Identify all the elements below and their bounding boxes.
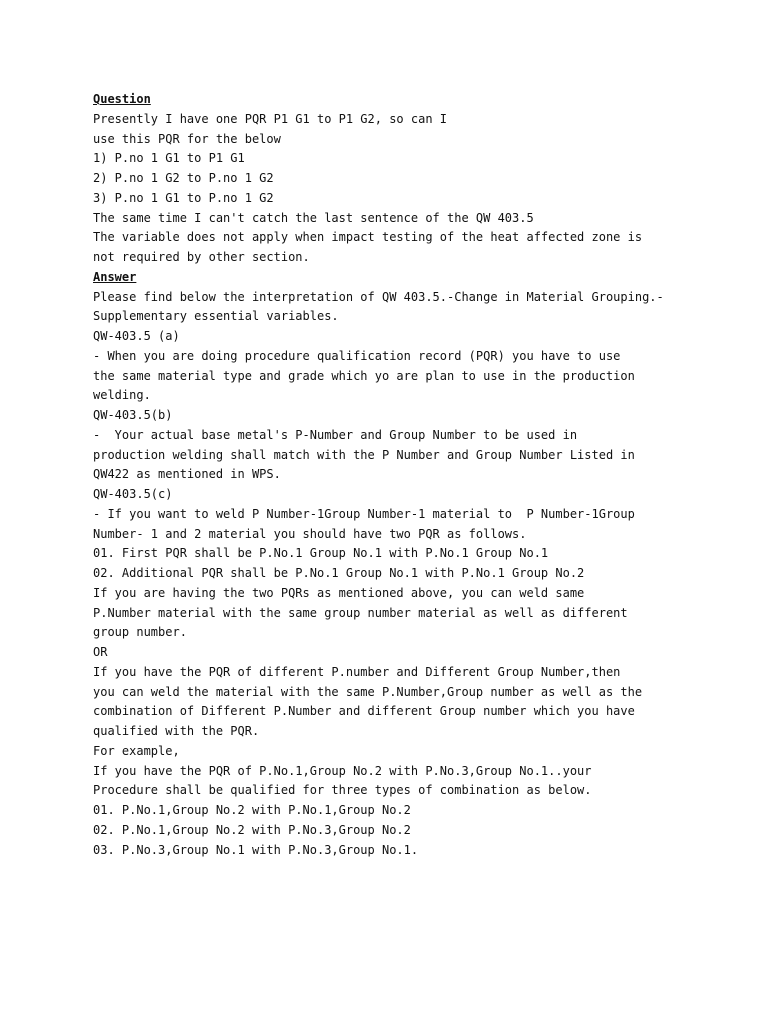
answer-line: production welding shall match with the P Number and Group Number Listed in	[93, 447, 635, 462]
question-line: Presently I have one PQR P1 G1 to P1 G2, so can I	[93, 111, 448, 126]
answer-line: QW422 as mentioned in WPS.	[93, 467, 281, 482]
answer-line: group number.	[93, 625, 187, 640]
answer-line: you can weld the material with the same P.Number,Group number as well as the	[93, 684, 643, 699]
answer-line: welding.	[93, 388, 151, 403]
answer-line: Procedure shall be qualified for three types of combination as below.	[93, 783, 592, 798]
question-line: The same time I can't catch the last sentence of the QW 403.5	[93, 210, 534, 225]
answer-line: For example,	[93, 743, 180, 758]
answer-line: QW-403.5(c)	[93, 487, 173, 501]
question-line: 3) P.no 1 G1 to P.no 1 G2	[93, 190, 274, 205]
answer-line: the same material type and grade which yo are plan to use in the production	[93, 368, 635, 383]
answer-line: OR	[93, 645, 108, 659]
answer-line: P.Number material with the same group number material as well as different	[93, 605, 628, 620]
answer-line: combination of Different P.Number and different Group number which you have	[93, 704, 635, 719]
answer-line: - When you are doing procedure qualification record (PQR) you have to use	[93, 348, 621, 363]
question-line: use this PQR for the below	[93, 131, 281, 146]
answer-line: qualified with the PQR.	[93, 724, 260, 738]
answer-line: 02. Additional PQR shall be P.No.1 Group No.1 with P.No.1 Group No.2	[93, 566, 585, 580]
answer-line: If you have the PQR of different P.number and Different Group Number,then	[93, 664, 621, 679]
answer-line: Please find below the interpretation of QW 403.5.-Change in Material Grouping.-	[93, 289, 664, 304]
question-line: The variable does not apply when impact testing of the heat affected zone is	[93, 230, 643, 245]
answer-line: QW-403.5 (a)	[93, 329, 180, 343]
answer-line: - If you want to weld P Number-1Group Number-1 material to P Number-1Group	[93, 506, 635, 521]
question-heading: Question	[93, 92, 151, 106]
answer-line: 03. P.No.3,Group No.1 with P.No.3,Group No.1.	[93, 842, 419, 857]
answer-line: - Your actual base metal's P-Number and Group Number to be used in	[93, 427, 578, 442]
answer-line: If you are having the two PQRs as mentioned above, you can weld same	[93, 585, 585, 600]
answer-line: If you have the PQR of P.No.1,Group No.2 with P.No.3,Group No.1..your	[93, 763, 592, 778]
answer-line: 02. P.No.1,Group No.2 with P.No.3,Group No.2	[93, 822, 411, 837]
answer-line: Supplementary essential variables.	[93, 309, 339, 324]
answer-heading: Answer	[93, 269, 137, 284]
question-line: not required by other section.	[93, 250, 310, 264]
answer-line: 01. First PQR shall be P.No.1 Group No.1 with P.No.1 Group No.1	[93, 546, 549, 561]
answer-line: QW-403.5(b)	[93, 408, 173, 422]
question-line: 1) P.no 1 G1 to P1 G1	[93, 151, 245, 166]
answer-line: Number- 1 and 2 material you should have two PQR as follows.	[93, 526, 527, 541]
question-line: 2) P.no 1 G2 to P.no 1 G2	[93, 171, 274, 185]
answer-line: 01. P.No.1,Group No.2 with P.No.1,Group No.2	[93, 803, 411, 817]
document-page	[93, 90, 733, 860]
